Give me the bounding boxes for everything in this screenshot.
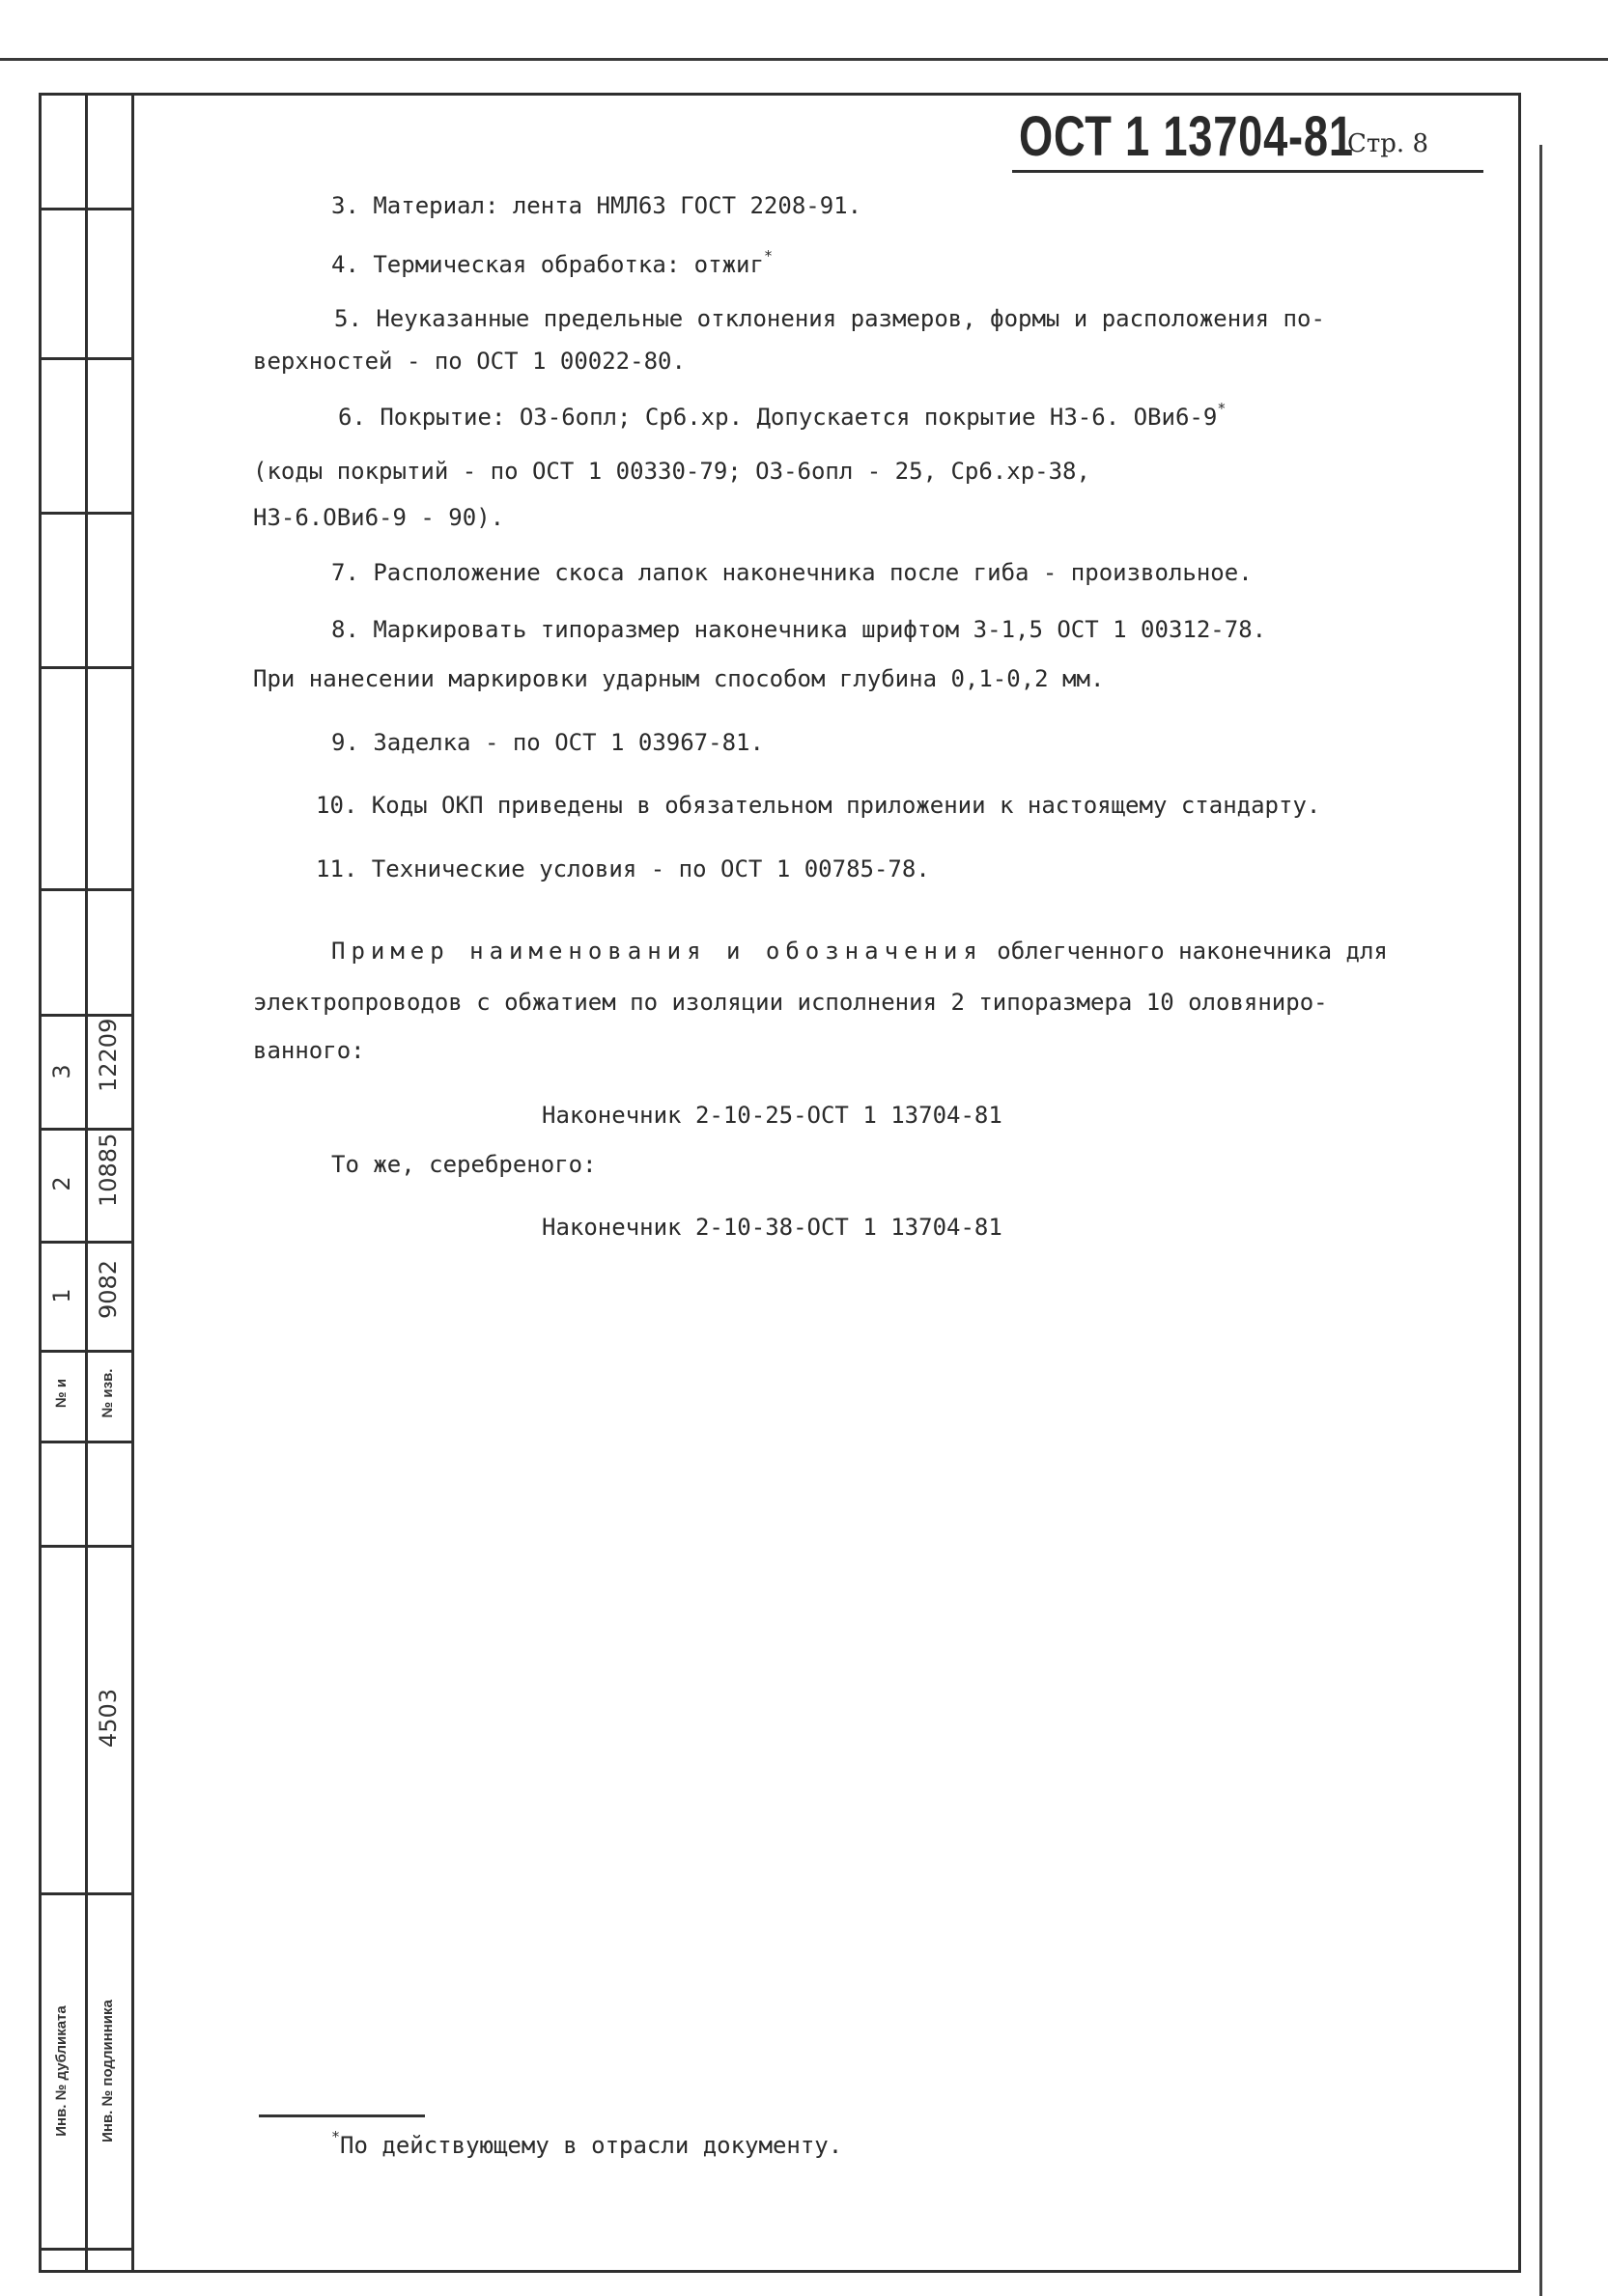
label-notice-no: № изв.: [99, 1368, 116, 1418]
item-3-material: 3. Материал: лента НМЛ63 ГОСТ 2208-91.: [331, 192, 862, 219]
header-rule: [1012, 170, 1483, 173]
designation-tinned: Наконечник 2-10-25-ОСТ 1 13704-81: [542, 1102, 1002, 1129]
footnote-mark: *: [763, 247, 773, 265]
footnote-rule: [259, 2114, 425, 2117]
example-line3: ванного:: [253, 1037, 365, 1064]
item-6-coating-line2: (коды покрытий - по ОСТ 1 00330-79; О3-6опл - 25, Ср6.хр-38,: [253, 458, 1090, 485]
notice-number-1: 9082: [95, 1259, 122, 1319]
sidebar-rule: [39, 1014, 134, 1017]
example-line2: электропроводов с обжатием по изоляции исполнения 2 типоразмера 10 оловяниро-: [253, 989, 1328, 1016]
sidebar-divider-1: [85, 93, 88, 2273]
label-duplicate-inv: Инв. № дубликата: [53, 2005, 70, 2137]
label-change-no: № и: [53, 1378, 70, 1409]
sidebar-rule: [39, 1441, 134, 1443]
change-number-2: 2: [48, 1176, 75, 1191]
item-6-coating-line1: 6. Покрытие: О3-6опл; Ср6.хр. Допускается покрытие Н3-6. ОВи6-9*: [338, 400, 1227, 431]
footnote: *По действующему в отрасли документу.: [331, 2128, 843, 2159]
sidebar-rule: [39, 1350, 134, 1353]
sidebar-rule: [39, 1892, 134, 1895]
item-5-tolerances-line2: верхностей - по ОСТ 1 00022-80.: [253, 348, 686, 375]
item-10-okp-codes: 10. Коды ОКП приведены в обязательном приложении к настоящему стандарту.: [316, 792, 1321, 819]
item-8-marking-line1: 8. Маркировать типоразмер наконечника шрифтом 3-1,5 ОСТ 1 00312-78.: [331, 616, 1267, 643]
sidebar-rule: [39, 666, 134, 669]
top-border-line: [0, 58, 1608, 61]
right-edge-line: [1539, 145, 1542, 2296]
item-8-marking-line2: При нанесении маркировки ударным способом глубина 0,1-0,2 мм.: [253, 665, 1105, 692]
sidebar-rule: [39, 208, 134, 210]
sidebar-rule: [39, 1545, 134, 1548]
label-original-inv: Инв. № подлинника: [99, 2000, 116, 2142]
sidebar-divider-2: [131, 93, 134, 2273]
sidebar-rule: [39, 888, 134, 891]
notice-number-2: 10885: [95, 1133, 122, 1207]
item-6-coating-line3: Н3-6.ОВи6-9 - 90).: [253, 504, 505, 531]
change-number-3: 3: [48, 1064, 75, 1079]
sidebar-rule: [39, 1241, 134, 1244]
page-number: Стр. 8: [1347, 129, 1428, 158]
change-number-1: 1: [48, 1288, 75, 1303]
item-5-tolerances-line1: 5. Неуказанные предельные отклонения размеров, формы и расположения по-: [334, 305, 1325, 332]
sidebar-rule: [39, 2248, 134, 2251]
sidebar-rule: [39, 357, 134, 360]
sidebar-rule: [39, 512, 134, 515]
standard-code: ОСТ 1 13704-81: [1019, 105, 1354, 168]
footnote-mark: *: [331, 2128, 341, 2145]
item-7-bevel: 7. Расположение скоса лапок наконечника после гиба - произвольное.: [331, 559, 1253, 586]
item-11-technical-conditions: 11. Технические условия - по ОСТ 1 00785-78.: [316, 855, 930, 882]
subscript-number: 4503: [95, 1688, 122, 1748]
footnote-mark: *: [1217, 400, 1227, 417]
item-9-termination: 9. Заделка - по ОСТ 1 03967-81.: [331, 729, 764, 756]
same-silvered: То же, серебреного:: [331, 1151, 597, 1178]
notice-number-3: 12209: [95, 1018, 122, 1092]
sidebar-rule: [39, 1128, 134, 1131]
example-line1: Пример наименования и обозначения облегченного наконечника для: [331, 938, 1388, 965]
item-4-heat-treatment: 4. Термическая обработка: отжиг*: [331, 247, 773, 278]
designation-silvered: Наконечник 2-10-38-ОСТ 1 13704-81: [542, 1214, 1002, 1241]
